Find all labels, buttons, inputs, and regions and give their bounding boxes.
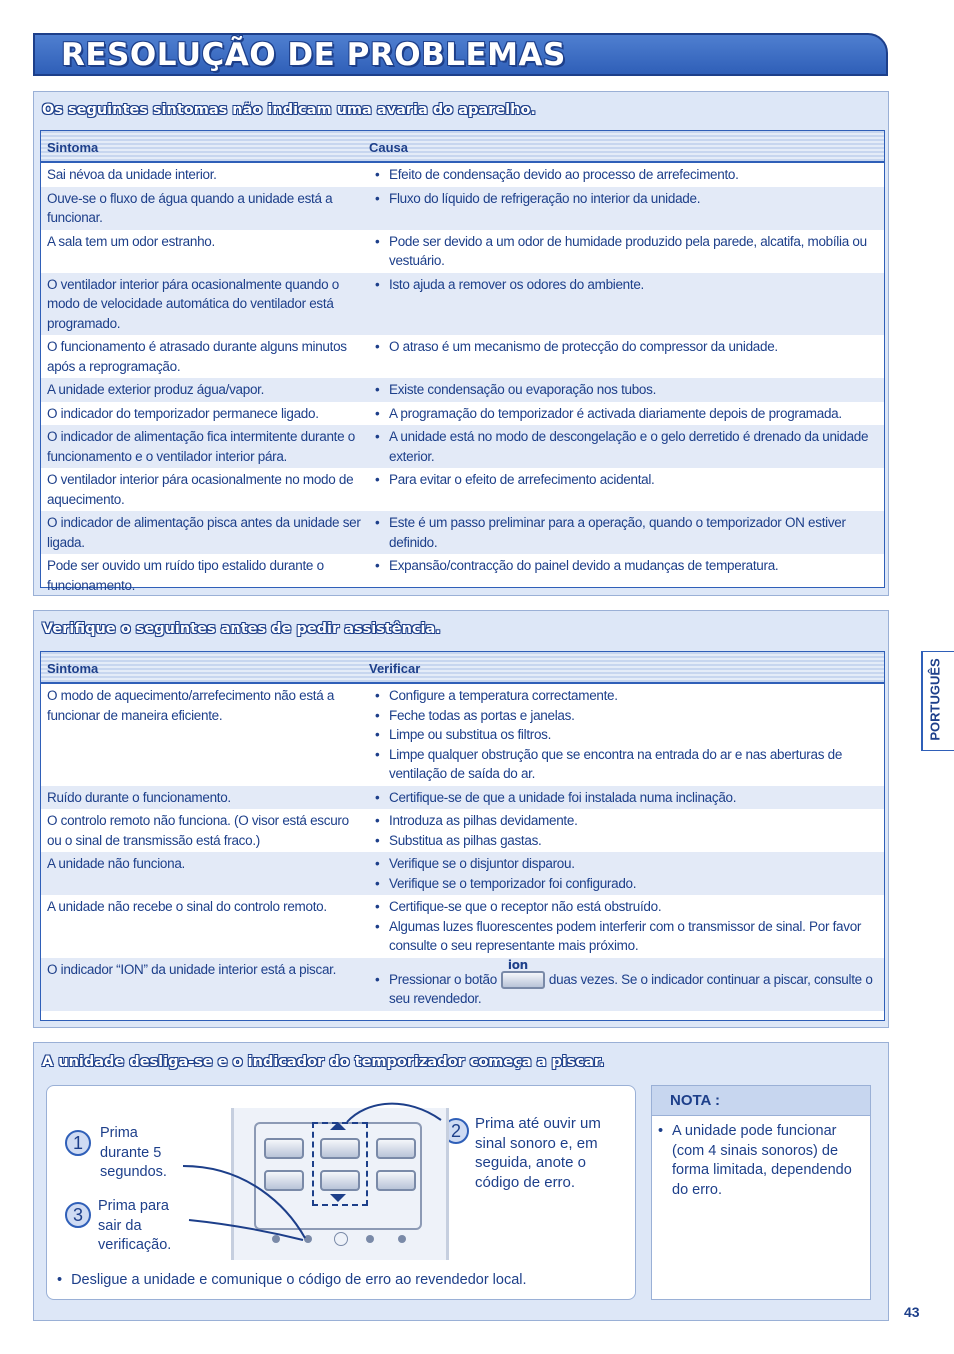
bullet-item: • Efeito de condensação devido ao processo de arrefecimento. bbox=[375, 167, 739, 182]
cause-cell bbox=[363, 809, 884, 852]
symptom-cell: Ruído durante o funcionamento. bbox=[47, 789, 231, 805]
table-header bbox=[41, 131, 884, 163]
step-3-text: Prima para sair da verificação. bbox=[98, 1198, 172, 1253]
bullet-item: • Existe condensação ou evaporação nos tubos. bbox=[375, 382, 657, 397]
table-row bbox=[41, 425, 884, 468]
bullet-item: • Verifique se o disjuntor disparou. bbox=[375, 856, 575, 871]
page-number: 43 bbox=[904, 1304, 920, 1320]
bullet-item: • Expansão/contracção do painel devido a mudanças de temperatura. bbox=[375, 558, 779, 573]
step-1-text: Prima durante 5 segundos. bbox=[100, 1125, 167, 1180]
bullet-item: • A unidade está no modo de descongelação e o gelo derretido é drenado da unidade exterior. bbox=[375, 429, 869, 464]
table-row bbox=[41, 273, 884, 336]
table-row bbox=[41, 809, 884, 852]
symptom-cell: A sala tem um odor estranho. bbox=[47, 233, 215, 249]
table-row bbox=[41, 230, 884, 273]
table-row bbox=[41, 554, 884, 597]
bullet-item: • Feche todas as portas e janelas. bbox=[375, 707, 575, 723]
table-row bbox=[41, 187, 884, 230]
table-body bbox=[41, 163, 884, 597]
cause-cell bbox=[363, 335, 884, 378]
bullet-item: • Certifique-se de que a unidade foi instalada numa inclinação. bbox=[375, 789, 737, 805]
symptom-cell: O indicador “ION” da unidade interior está a piscar. bbox=[47, 961, 337, 977]
col-header-symptom: Sintoma bbox=[47, 661, 99, 676]
symptom-cell: Ouve-se o fluxo de água quando a unidade está a funcionar. bbox=[47, 190, 333, 225]
cause-cell bbox=[363, 187, 884, 230]
section-heading: Os seguintes sintomas não indicam uma avaria do aparelho. bbox=[42, 102, 536, 118]
col-header-cause: Causa bbox=[369, 140, 409, 155]
nota-text: A unidade pode funcionar (com 4 sinais sonoros) de forma limitada, dependendo do erro. bbox=[672, 1123, 852, 1198]
language-tab-label: PORTUGUÊS bbox=[927, 658, 943, 741]
symptom-cell: O modo de aquecimento/arrefecimento não está a funcionar de maneira eficiente. bbox=[47, 688, 335, 723]
table-row bbox=[41, 511, 884, 554]
symptom-cell: A unidade não funciona. bbox=[47, 856, 185, 871]
table-row bbox=[41, 378, 884, 402]
step-number-3: 3 bbox=[65, 1202, 91, 1228]
col-header-check: Verificar bbox=[369, 661, 421, 676]
section-heading: A unidade desliga-se e o indicador do temporizador começa a piscar. bbox=[42, 1054, 605, 1070]
cause-cell bbox=[363, 273, 884, 336]
cause-cell bbox=[363, 684, 884, 786]
bottom-note-text: Desligue a unidade e comunique o código de erro ao revendedor local. bbox=[71, 1272, 527, 1288]
section-error-panel bbox=[33, 1042, 889, 1321]
section-heading: Verifique o seguintes antes de pedir assistência. bbox=[42, 621, 441, 637]
table-row bbox=[41, 786, 884, 810]
table-row bbox=[41, 468, 884, 511]
cause-cell bbox=[363, 378, 884, 402]
bullet-item: • Para evitar o efeito de arrefecimento acidental. bbox=[375, 472, 655, 487]
nota-title: NOTA : bbox=[652, 1086, 870, 1116]
title-bar bbox=[33, 33, 888, 76]
cause-cell bbox=[363, 786, 884, 810]
cause-cell bbox=[363, 511, 884, 554]
symptom-cell: O indicador do temporizador permanece ligado. bbox=[47, 405, 319, 421]
bottom-note: • Desligue a unidade e comunique o código de erro ao revendedor local. bbox=[57, 1272, 527, 1288]
bullet-item: • O atraso é um mecanismo de protecção do compressor da unidade. bbox=[375, 339, 778, 354]
symptom-cell: O ventilador interior pára ocasionalmente quando o modo de velocidade automática do ventilador está programado. bbox=[47, 276, 339, 331]
step-number-2: 2 bbox=[443, 1118, 469, 1144]
table-row bbox=[41, 684, 884, 786]
check-table bbox=[40, 651, 885, 1021]
cause-cell bbox=[363, 468, 884, 511]
step-number-1: 1 bbox=[65, 1130, 91, 1156]
symptom-cell: Sai névoa da unidade interior. bbox=[47, 167, 217, 182]
nota-box bbox=[651, 1085, 871, 1300]
step-2-text: Prima até ouvir um sinal sonoro e, em seguida, anote o código de erro. bbox=[475, 1115, 601, 1191]
table-row bbox=[41, 163, 884, 187]
pointer-lines bbox=[47, 1086, 637, 1301]
symptom-cell: O funcionamento é atrasado durante alguns minutos após a reprogramação. bbox=[47, 339, 347, 374]
cause-cell bbox=[363, 554, 884, 597]
symptom-cell: O indicador de alimentação pisca antes da unidade ser ligada. bbox=[47, 515, 361, 550]
bullet-item: • Este é um passo preliminar para a operação, quando o temporizador ON estiver definido. bbox=[375, 515, 846, 550]
cause-cell bbox=[363, 958, 884, 1011]
page-title: RESOLUÇÃO DE PROBLEMAS bbox=[61, 37, 566, 73]
bullet-item: • Configure a temperatura correctamente. bbox=[375, 688, 618, 703]
table-row bbox=[41, 852, 884, 895]
table-row bbox=[41, 335, 884, 378]
table-row bbox=[41, 958, 884, 1011]
symptoms-table bbox=[40, 130, 885, 593]
symptom-cell: O ventilador interior pára ocasionalmente no modo de aquecimento. bbox=[47, 472, 354, 507]
table-body bbox=[41, 684, 884, 1011]
language-tab bbox=[921, 651, 954, 751]
bullet-item: • Algumas luzes fluorescentes podem interferir com o transmissor de sinal. Por favor consulte o seu representante mais próximo. bbox=[375, 918, 862, 953]
cause-cell bbox=[363, 402, 884, 426]
section-symptoms-panel bbox=[33, 91, 889, 596]
bullet-item: • Limpe qualquer obstrução que se encontra na entrada do ar e nas aberturas de ventilação de saída do ar. bbox=[375, 746, 843, 781]
bullet-item: • Limpe ou substitua os filtros. bbox=[375, 727, 552, 742]
symptom-cell: Pode ser ouvido um ruído tipo estalido durante o funcionamento. bbox=[47, 558, 324, 593]
table-row bbox=[41, 402, 884, 426]
col-header-symptom: Sintoma bbox=[47, 140, 99, 155]
nota-item: • A unidade pode funcionar (com 4 sinais sonoros) de forma limitada, dependendo do erro. bbox=[652, 1116, 870, 1200]
symptom-cell: A unidade não recebe o sinal do controlo remoto. bbox=[47, 899, 327, 914]
bullet-item: • Certifique-se que o receptor não está obstruído. bbox=[375, 899, 662, 914]
bullet-item: • Fluxo do líquido de refrigeração no interior da unidade. bbox=[375, 190, 701, 206]
bullet-item: • Isto ajuda a remover os odores do ambiente. bbox=[375, 276, 645, 292]
section-check-panel bbox=[33, 610, 889, 1028]
table-header bbox=[41, 652, 884, 684]
bullet-item: • Pressionar o botão ion duas vezes. Se o indicador continuar a piscar, consulte o seu revendedor. bbox=[375, 957, 873, 1006]
bullet-item: • Verifique se o temporizador foi configurado. bbox=[375, 875, 637, 891]
cause-cell bbox=[363, 895, 884, 958]
ion-label: ion bbox=[507, 957, 528, 972]
cause-cell bbox=[363, 163, 884, 187]
cause-cell bbox=[363, 425, 884, 468]
symptom-cell: O indicador de alimentação fica intermitente durante o funcionamento e o ventilador interior pára. bbox=[47, 429, 355, 464]
procedure-box bbox=[46, 1085, 636, 1300]
cause-cell bbox=[363, 852, 884, 895]
bullet-item: • Introduza as pilhas devidamente. bbox=[375, 813, 578, 828]
ion-button-icon bbox=[501, 957, 545, 989]
cause-cell bbox=[363, 230, 884, 273]
bullet-item: • A programação do temporizador é activada diariamente depois de programada. bbox=[375, 405, 842, 421]
bullet-item: • Pode ser devido a um odor de humidade produzido pela parede, alcatifa, mobília ou vestuário. bbox=[375, 233, 867, 268]
symptom-cell: A unidade exterior produz água/vapor. bbox=[47, 382, 265, 397]
symptom-cell: O controlo remoto não funciona. (O visor está escuro ou o sinal de transmissão está fraco.) bbox=[47, 813, 349, 848]
table-row bbox=[41, 895, 884, 958]
bullet-item: • Substitua as pilhas gastas. bbox=[375, 832, 542, 848]
